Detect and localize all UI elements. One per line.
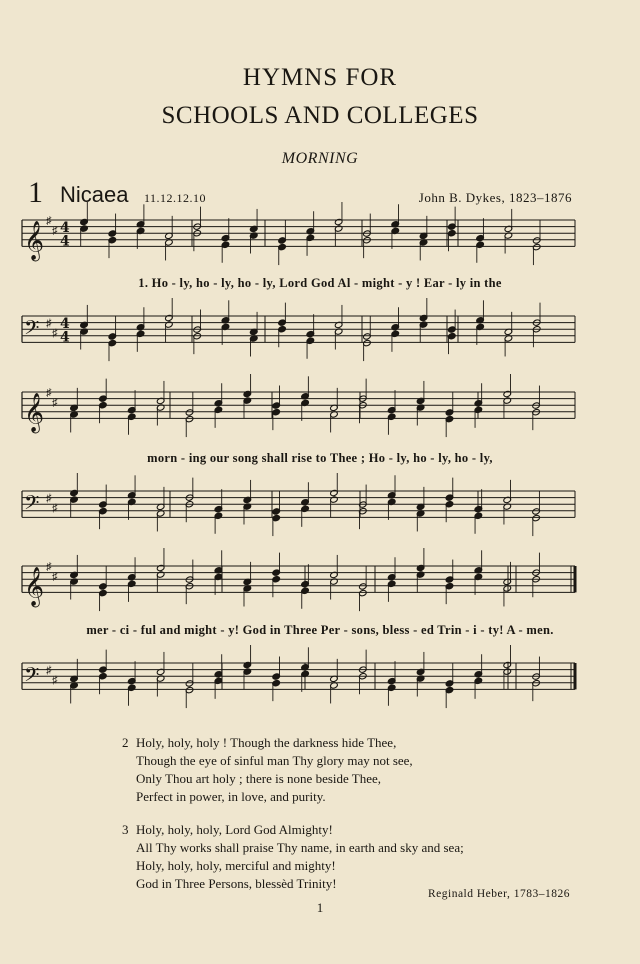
key-signature-sharp: ♯ (52, 570, 58, 583)
title-line-2: SCHOOLS AND COLLEGES (161, 102, 479, 129)
text-author: Reginald Heber, 1783–1826 (427, 888, 570, 900)
verse-line: All Thy works shall praise Thy name, in earth and sky and sea; (136, 840, 464, 855)
key-signature-sharp: ♯ (52, 224, 58, 237)
lyrics-system-3: mer - ci - ful and might - y! God in Three Per - sons, bless - ed Trin - i - ty! A - men. (86, 623, 554, 637)
verse-line: Holy, holy, holy, merciful and mighty! (136, 858, 336, 873)
page-number: 1 (316, 900, 324, 915)
verse-line: Perfect in power, in love, and purity. (136, 789, 326, 804)
key-signature-sharp: ♯ (46, 215, 52, 227)
verse-line: Holy, holy, holy ! Though the darkness hide Thee, (136, 735, 397, 750)
key-signature-sharp: ♯ (46, 317, 52, 330)
hymn-number: 1 (28, 176, 43, 209)
time-signature: 4 (60, 316, 70, 333)
bass-clef: 𝄢 (24, 662, 40, 691)
key-signature-sharp: ♯ (52, 396, 58, 409)
key-signature-sharp: ♯ (52, 502, 58, 515)
verse-number: 2 (122, 735, 129, 750)
key-signature-sharp: ♯ (52, 674, 58, 687)
lyrics-system-1: 1. Ho - ly, ho - ly, ho - ly, Lord God Al - might - y ! Ear - ly in the (138, 276, 502, 290)
verse-line: God in Three Persons, blessèd Trinity! (136, 876, 337, 891)
verse-line: Only Thou art holy ; there is none beside Thee, (136, 771, 382, 786)
key-signature-sharp: ♯ (46, 664, 52, 677)
key-signature-sharp: ♯ (46, 492, 52, 505)
verses (122, 734, 464, 908)
treble-clef: 𝄞 (24, 566, 45, 607)
verse-line: Holy, holy, holy, Lord God Almighty! (136, 822, 333, 837)
bass-clef: 𝄢 (24, 490, 40, 519)
key-signature-sharp: ♯ (52, 327, 58, 340)
section-heading: MORNING (281, 150, 359, 167)
title-line-1: HYMNS FOR (242, 64, 398, 91)
verse-number: 3 (122, 822, 129, 837)
treble-clef: 𝄞 (24, 220, 45, 261)
time-signature: 4 (60, 233, 70, 250)
bass-clef: 𝄢 (24, 315, 40, 344)
key-signature-sharp: ♯ (46, 561, 52, 573)
time-signature: 4 (60, 329, 70, 346)
verse-3 (122, 821, 464, 893)
time-signature: 4 (60, 220, 70, 237)
composer: John B. Dykes, 1823–1876 (418, 190, 572, 205)
meter: 11.12.12.10 (144, 191, 207, 205)
key-signature-sharp: ♯ (46, 387, 52, 399)
tune-name: Nicaea (60, 182, 129, 207)
lyrics-system-2: morn - ing our song shall rise to Thee ; Ho - ly, ho - ly, ho - ly, (147, 451, 493, 465)
verse-2 (122, 734, 464, 806)
treble-clef: 𝄞 (24, 392, 45, 433)
verse-line: Though the eye of sinful man Thy glory may not see, (136, 753, 413, 768)
